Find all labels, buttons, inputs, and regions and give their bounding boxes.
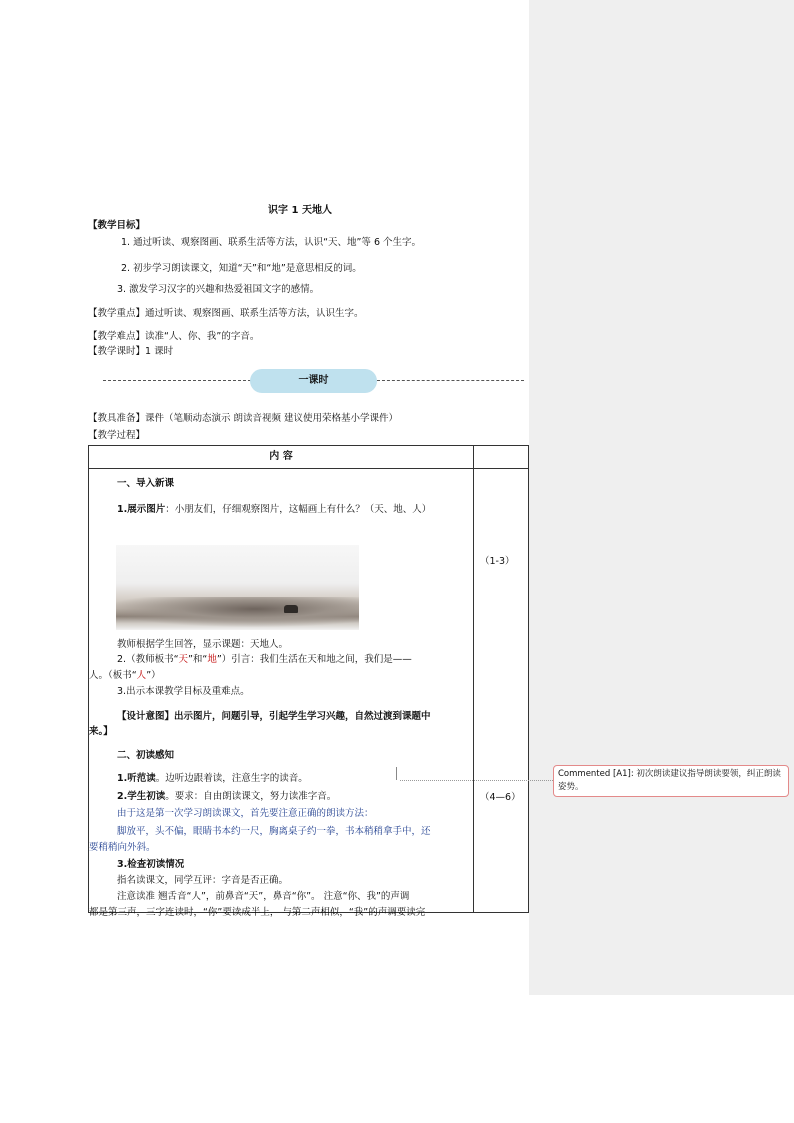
divider-right xyxy=(377,380,524,381)
student-read-text: 。要求：自由朗读课文，努力读准字音。 xyxy=(165,791,337,802)
objectives-heading: 【教学目标】 xyxy=(88,220,146,231)
item2-post: ”）引言：我们生活在天和地之间，我们是—— xyxy=(216,654,412,665)
class-hours: 【教学课时】1 课时 xyxy=(88,346,174,357)
section1-title: 一、导入新课 xyxy=(117,478,175,489)
comment-anchor-bracket xyxy=(396,767,401,780)
item2-line2 xyxy=(89,669,161,682)
item2-mid: ”和“ xyxy=(188,654,208,665)
table-header-side xyxy=(474,446,529,469)
comment-connector xyxy=(400,780,553,781)
objective-item-1: 1. 通过听读、观察图画、联系生活等方法，认识“天、地”等 6 个生字。 xyxy=(121,237,422,248)
first-time-note: 由于这是第一次学习朗读课文，首先要注意正确的朗读方法： xyxy=(117,808,374,819)
design-intent-line2: 来。】 xyxy=(89,726,113,737)
design-intent-line1: 【设计意图】出示图片，问题引导，引起学生学习兴趣，自然过渡到课题中 xyxy=(117,711,431,722)
check-text: 指名读课文，同学互评：字音是否正确。 xyxy=(117,875,289,886)
note-line2: 都是第三声，三字连读时，“你”要读成半上， 与第二声相似，“我”的声调要读完 xyxy=(89,907,426,918)
landscape-hill xyxy=(116,597,359,627)
session-pill: 一课时 xyxy=(250,369,377,393)
divider-left xyxy=(103,380,251,381)
check-label: 3.检查初读情况 xyxy=(117,859,185,870)
landscape-image xyxy=(116,545,359,630)
item2-line2-post: ”） xyxy=(146,670,161,681)
posture-line2: 要稍稍向外斜。 xyxy=(89,842,156,853)
comment-label: Commented [A1]: xyxy=(558,769,634,779)
show-picture-label: 1.展示图片 xyxy=(117,504,166,515)
show-picture-text: ：小朋友们，仔细观察图片，这幅画上有什么？（天、地、人） xyxy=(165,504,432,515)
process-heading: 【教学过程】 xyxy=(88,430,146,441)
comment-box[interactable] xyxy=(553,765,789,797)
content-table xyxy=(88,445,529,918)
note-line1: 注意读准 翘舌音“人”，前鼻音“天”，鼻音“你”。 注意“你、我”的声调 xyxy=(117,891,410,902)
comment-pane xyxy=(529,0,794,995)
student-read-label: 2.学生初读 xyxy=(117,791,166,802)
teaching-tools: 【教具准备】课件（笔顺动态演示 朗读音视频 建议使用荣格基小学课件） xyxy=(88,413,399,424)
item3: 3.出示本课教学目标及重难点。 xyxy=(117,686,250,697)
comment-text: 初次朗读建议指导朗读要领，纠正朗读姿势。 xyxy=(558,769,781,792)
listen-line xyxy=(117,772,308,785)
listen-text: 。边听边跟着读，注意生字的读音。 xyxy=(155,773,308,784)
document-title: 识字 1 天地人 xyxy=(268,205,332,216)
objective-item-3: 3. 激发学习汉字的兴趣和热爱祖国文字的感情。 xyxy=(117,284,320,295)
item2-di: 地 xyxy=(207,654,217,665)
item2-line1 xyxy=(117,653,412,666)
difficulties: 【教学难点】读准“人、你、我”的字音。 xyxy=(88,331,260,342)
item2-line2-pre: 人。（板书“ xyxy=(89,670,137,681)
table-header-content: 内 容 xyxy=(89,446,474,469)
show-picture-line xyxy=(117,503,431,516)
listen-label: 1.听范读 xyxy=(117,773,156,784)
table-side-cell xyxy=(474,469,529,913)
teacher-guide: 教师根据学生回答，显示课题：天地人。 xyxy=(117,639,289,650)
objective-item-2: 2. 初步学习朗读课文，知道“天”和“地”是意思相反的词。 xyxy=(121,263,362,274)
side-label-2: （4—6） xyxy=(480,792,521,803)
landscape-figures xyxy=(284,605,298,613)
student-read-line xyxy=(117,790,336,803)
side-label-1: （1-3） xyxy=(480,556,515,567)
table-main-cell xyxy=(89,469,474,918)
posture-line1: 脚放平，头不偏，眼睛书本约一尺，胸离桌子约一拳，书本稍稍拿手中，还 xyxy=(117,826,431,837)
item2-ren: 人 xyxy=(136,670,147,681)
item2-tian: 天 xyxy=(178,654,189,665)
key-points: 【教学重点】通过听读、观察图画、联系生活等方法，认识生字。 xyxy=(88,308,364,319)
item2-pre: 2.（教师板书“ xyxy=(117,654,179,665)
section2-title: 二、初读感知 xyxy=(117,750,175,761)
